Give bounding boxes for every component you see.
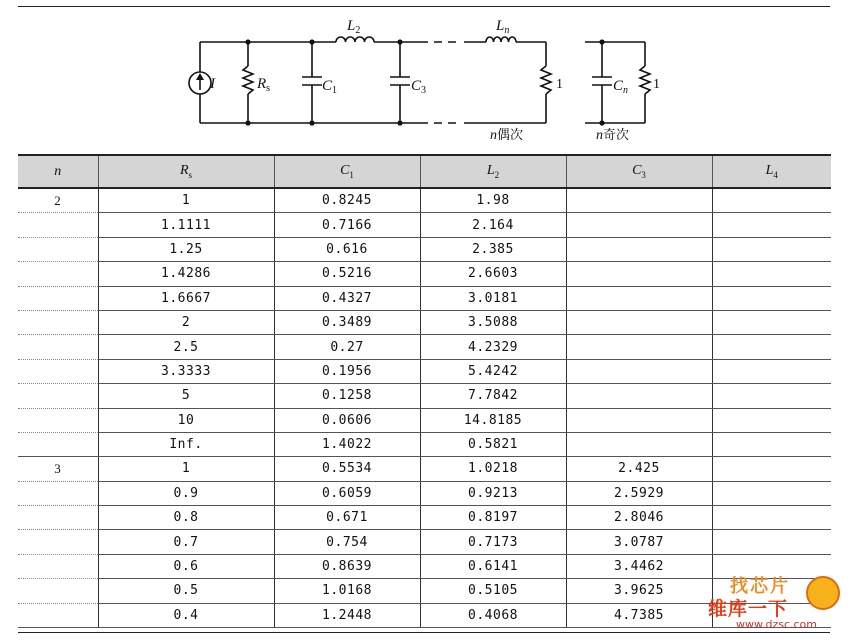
table-cell: [18, 506, 98, 530]
table-cell: [566, 432, 712, 456]
table-cell: 3.9625: [566, 579, 712, 603]
table-cell: 3.0787: [566, 530, 712, 554]
column-header-label: C: [632, 163, 642, 179]
table-cell: [712, 530, 831, 554]
table-cell: [712, 286, 831, 310]
table-cell: 0.671: [274, 506, 420, 530]
table-cell: 5: [98, 384, 274, 408]
column-header-subscript: s: [188, 169, 193, 180]
table-cell: [566, 310, 712, 334]
table-cell: [18, 603, 98, 627]
rs-label: $R_s$: [257, 76, 271, 94]
table-cell: 0.6141: [420, 554, 566, 578]
table-cell: 2: [18, 188, 98, 213]
column-header-label: n: [54, 163, 62, 179]
odd-load-label: 1: [653, 77, 660, 92]
table-cell: 0.1956: [274, 359, 420, 383]
column-header-label: C: [340, 163, 350, 179]
table-cell: [566, 408, 712, 432]
table-cell: [18, 432, 98, 456]
table-cell: [712, 384, 831, 408]
l2-label: $L_2$: [347, 18, 361, 36]
table-cell: 2.5: [98, 335, 274, 359]
table-cell: [18, 408, 98, 432]
table-cell: Inf.: [98, 432, 274, 456]
table-cell: [566, 262, 712, 286]
table-cell: 1.4286: [98, 262, 274, 286]
table-row: [18, 335, 831, 359]
table-cell: [566, 286, 712, 310]
table-cell: 1: [98, 188, 274, 213]
table-cell: 4.2329: [420, 335, 566, 359]
table-row: [18, 237, 831, 261]
table-cell: 2.425: [566, 457, 712, 481]
table-cell: [712, 481, 831, 505]
table-row: [18, 384, 831, 408]
table-cell: 0.7: [98, 530, 274, 554]
table-cell: 1.25: [98, 237, 274, 261]
source-label: I: [210, 76, 215, 92]
column-header: [420, 155, 566, 188]
table-cell: [18, 359, 98, 383]
table-cell: 0.7166: [274, 213, 420, 237]
table-cell: [712, 335, 831, 359]
column-header: [274, 155, 420, 188]
table-cell: 0.5534: [274, 457, 420, 481]
table-cell: 10: [98, 408, 274, 432]
table-cell: [18, 310, 98, 334]
odd-caption: n奇次: [596, 128, 630, 143]
table-cell: 0.6: [98, 554, 274, 578]
table-cell: [566, 188, 712, 213]
table-cell: [18, 213, 98, 237]
table-cell: 0.27: [274, 335, 420, 359]
c1-label: $C_1$: [322, 78, 338, 96]
table-cell: 0.5216: [274, 262, 420, 286]
table-cell: 2: [98, 310, 274, 334]
table-cell: 4.7385: [566, 603, 712, 627]
table-cell: [712, 432, 831, 456]
table-cell: [18, 237, 98, 261]
watermark-url: www.dzsc.com: [736, 618, 818, 631]
table-cell: 1.98: [420, 188, 566, 213]
table-cell: [566, 213, 712, 237]
even-load-label: 1: [556, 77, 563, 92]
table-row: [18, 457, 831, 481]
table-cell: [18, 579, 98, 603]
table-cell: 0.5105: [420, 579, 566, 603]
table-cell: 2.5929: [566, 481, 712, 505]
table-cell: 2.164: [420, 213, 566, 237]
table-cell: [712, 262, 831, 286]
table-cell: [566, 237, 712, 261]
table-cell: 1.0218: [420, 457, 566, 481]
table-cell: 1.4022: [274, 432, 420, 456]
watermark-top-text: 找芯片: [730, 576, 790, 597]
ladder-filter-schematic: [0, 0, 850, 150]
table-row: [18, 213, 831, 237]
table-row: [18, 188, 831, 213]
table-cell: [566, 384, 712, 408]
table-cell: [18, 481, 98, 505]
table-cell: 1.2448: [274, 603, 420, 627]
table-row: [18, 286, 831, 310]
table-cell: [18, 286, 98, 310]
element-values-table: [18, 154, 831, 628]
table-cell: 14.8185: [420, 408, 566, 432]
table-cell: 0.8: [98, 506, 274, 530]
table-cell: 2.385: [420, 237, 566, 261]
table-cell: 0.4068: [420, 603, 566, 627]
table-cell: [712, 408, 831, 432]
column-header-subscript: 1: [349, 169, 354, 180]
table-cell: 5.4242: [420, 359, 566, 383]
column-header: [712, 155, 831, 188]
column-header: [98, 155, 274, 188]
table-cell: 3.4462: [566, 554, 712, 578]
column-header: [18, 155, 98, 188]
table-cell: [712, 310, 831, 334]
site-watermark: [700, 572, 840, 634]
table-cell: [712, 213, 831, 237]
column-header: [566, 155, 712, 188]
table-cell: [18, 262, 98, 286]
table-cell: [18, 384, 98, 408]
column-header-subscript: 2: [494, 169, 500, 180]
table-cell: [566, 335, 712, 359]
table-cell: [712, 457, 831, 481]
table-cell: [712, 506, 831, 530]
table-cell: 2.6603: [420, 262, 566, 286]
table-cell: [712, 359, 831, 383]
table-row: [18, 310, 831, 334]
table-cell: 0.5: [98, 579, 274, 603]
cn-label: $C_n$: [613, 78, 629, 96]
table-cell: 3.0181: [420, 286, 566, 310]
table-cell: 0.8197: [420, 506, 566, 530]
watermark-main-text: 维库一下: [708, 598, 789, 620]
column-header-label: L: [765, 163, 774, 179]
table-cell: 1.6667: [98, 286, 274, 310]
table-row: [18, 530, 831, 554]
table-cell: [712, 188, 831, 213]
mascot-logo-icon: [806, 576, 840, 610]
table-cell: 0.616: [274, 237, 420, 261]
table-cell: 0.6059: [274, 481, 420, 505]
table-cell: 0.5821: [420, 432, 566, 456]
table-cell: 0.8245: [274, 188, 420, 213]
column-header-label: R: [179, 163, 189, 179]
table-cell: 1.0168: [274, 579, 420, 603]
column-header-subscript: 3: [641, 169, 646, 180]
table-row: [18, 408, 831, 432]
table-cell: 0.0606: [274, 408, 420, 432]
table-cell: 1: [98, 457, 274, 481]
table-cell: 1.1111: [98, 213, 274, 237]
table-cell: 3: [18, 457, 98, 481]
c3-label: $C_3$: [411, 78, 427, 96]
table-cell: 0.4: [98, 603, 274, 627]
table-cell: 7.7842: [420, 384, 566, 408]
column-header-label: L: [486, 163, 495, 179]
table-cell: [18, 530, 98, 554]
table-cell: 0.754: [274, 530, 420, 554]
table-cell: 0.8639: [274, 554, 420, 578]
table-header-row: [18, 155, 831, 188]
table-cell: [18, 335, 98, 359]
table-cell: 0.9213: [420, 481, 566, 505]
table-cell: 0.9: [98, 481, 274, 505]
table-row: [18, 481, 831, 505]
table-cell: 3.3333: [98, 359, 274, 383]
table-cell: 0.1258: [274, 384, 420, 408]
even-caption: n偶次: [490, 128, 524, 143]
table-cell: 0.7173: [420, 530, 566, 554]
table-cell: 2.8046: [566, 506, 712, 530]
table-cell: 0.4327: [274, 286, 420, 310]
table-cell: [566, 359, 712, 383]
column-header-subscript: 4: [773, 169, 778, 180]
table-cell: [712, 237, 831, 261]
table-row: [18, 432, 831, 456]
table-row: [18, 262, 831, 286]
table-row: [18, 506, 831, 530]
table-cell: [18, 554, 98, 578]
table-cell: 0.3489: [274, 310, 420, 334]
ln-label: $L_n$: [496, 18, 510, 36]
table-row: [18, 359, 831, 383]
table-cell: 3.5088: [420, 310, 566, 334]
